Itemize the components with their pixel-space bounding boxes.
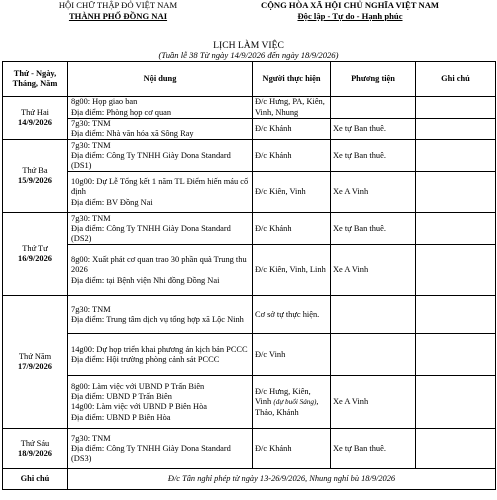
note-cell: [416, 140, 496, 172]
weekday-label: Thứ Tư: [22, 244, 48, 254]
content-line: 14g00: Làm việc với UBND P Biên Hòa: [71, 402, 208, 412]
person-cell: [253, 376, 331, 429]
content-cell: [68, 376, 253, 429]
content-line: 7g30: TNM: [71, 433, 111, 443]
content-line: Địa điểm: tại Bệnh viện Nhi đồng Đồng Nai: [71, 275, 220, 285]
content-cell: [68, 429, 253, 469]
person-cell: Đ/c Khánh: [253, 429, 331, 469]
footer-row: [3, 469, 496, 490]
table-row: [3, 213, 496, 245]
content-line: 7g30: TNM: [71, 213, 111, 223]
content-cell: [68, 296, 253, 334]
footer-note: Đ/c Tân nghỉ phép từ ngày 13-26/9/2026, Nhung nghỉ bù 18/9/2026: [68, 469, 496, 490]
col-vehicle-header: Phương tiện: [331, 62, 416, 97]
day-cell: [3, 140, 68, 213]
weekday-label: Thứ Hai: [20, 108, 50, 117]
content-line: 8g00: Xuất phát cơ quan trao 30 phần quà Trung thu 2026: [71, 255, 247, 275]
table-row: [3, 296, 496, 334]
vehicle-cell: [331, 334, 416, 376]
page-subtitle: (Tuần lễ 38 Từ ngày 14/9/2026 đến ngày 18/9/2026): [158, 50, 339, 60]
date-label: 17/9/2026: [18, 362, 52, 372]
content-line: 8g00: Làm việc với UBND P Trấn Biên: [71, 382, 205, 391]
content-cell: [68, 245, 253, 296]
national-motto: Độc lập - Tự do - Hạnh phúc: [297, 10, 403, 21]
table-header-row: [3, 62, 496, 97]
person-cell: Cơ sở tự thực hiện.: [253, 296, 331, 334]
national-header: [215, 0, 485, 21]
page-title: LỊCH LÀM VIỆC: [213, 40, 284, 51]
schedule-table: [2, 61, 496, 490]
vehicle-cell: Xe A Vinh: [331, 376, 416, 429]
weekday-label: Thứ Ba: [22, 166, 48, 176]
vehicle-cell: Xe tự Ban thuê.: [331, 140, 416, 172]
person-text: Đ/c Hưng, Kiên, Vinh: [255, 387, 311, 407]
content-line: Địa điểm: BV Đồng Nai: [71, 197, 153, 207]
person-cell: Đ/c Hưng, PA, Kiên, Vinh, Nhung: [253, 97, 331, 119]
date-label: 14/9/2026: [18, 118, 52, 128]
vehicle-cell: [331, 296, 416, 334]
col-note-header: Ghi chú: [416, 62, 496, 97]
content-cell: [68, 172, 253, 213]
content-cell: [68, 97, 253, 119]
table-row: [3, 119, 496, 140]
org-unit: THÀNH PHỐ ĐỒNG NAI: [68, 10, 168, 21]
note-cell: [416, 213, 496, 245]
day-cell: [3, 429, 68, 469]
vehicle-cell: [331, 97, 416, 119]
vehicle-cell: Xe tự Ban thuê.: [331, 213, 416, 245]
vehicle-cell: Xe tự Ban thuê.: [331, 119, 416, 140]
content-cell: [68, 213, 253, 245]
content-line: Địa điểm: Công Ty TNHH Giày Dona Standard (DS2): [71, 223, 231, 243]
date-label: 15/9/2026: [18, 176, 52, 186]
note-cell: [416, 376, 496, 429]
content-cell: [68, 334, 253, 376]
content-line: Địa điểm: Hội trường phòng cảnh sát PCCC: [71, 354, 220, 364]
content-line: 7g30: TNM: [71, 140, 111, 150]
content-line: 14g00: Dự họp triển khai phương án kịch bản PCCC: [71, 344, 248, 354]
table-row: [3, 429, 496, 469]
person-cell: Đ/c Kiên, Vinh, Linh: [253, 245, 331, 296]
content-line: Địa điểm: UBND P Trấn Biên: [71, 392, 172, 402]
org-name: HỘI CHỮ THẬP ĐỎ VIỆT NAM: [58, 0, 178, 10]
content-line: 7g30: TNM: [71, 304, 111, 314]
footer-label: Ghi chú: [3, 469, 68, 490]
content-line: 10g00: Dự Lễ Tổng kết 1 năm TL Điểm hiến máu cố định: [71, 177, 249, 197]
table-row: [3, 334, 496, 376]
content-line: Địa điểm: UBND P Biên Hòa: [71, 412, 171, 422]
content-line: Địa điểm: Công Ty TNHH Giày Dona Standard (DS3): [71, 443, 231, 463]
note-cell: [416, 429, 496, 469]
person-cell: Đ/c Khánh: [253, 213, 331, 245]
content-line: Địa điểm: Nhà văn hóa xã Sông Ray: [71, 129, 194, 139]
content-line: Địa điểm: Trung tâm dịch vụ tổng hợp xã Lộc Ninh: [71, 314, 244, 324]
note-cell: [416, 172, 496, 213]
person-cell: Đ/c Khánh: [253, 140, 331, 172]
table-row: [3, 245, 496, 296]
table-row: [3, 140, 496, 172]
note-cell: [416, 97, 496, 119]
date-label: 16/9/2026: [18, 254, 52, 264]
vehicle-cell: Xe A Vinh: [331, 245, 416, 296]
note-cell: [416, 245, 496, 296]
person-cell: Đ/c Khánh: [253, 119, 331, 140]
person-note: (dự buổi Sáng): [273, 398, 317, 407]
content-cell: [68, 119, 253, 140]
day-cell: [3, 97, 68, 140]
content-line: Địa điểm: Công Ty TNHH Giày Dona Standard (DS1): [71, 150, 231, 170]
note-cell: [416, 296, 496, 334]
col-content-header: Nội dung: [68, 62, 253, 97]
weekday-label: Thứ Sáu: [20, 438, 50, 448]
date-label: 18/9/2026: [18, 448, 52, 458]
table-row: [3, 97, 496, 119]
person-cell: Đ/c Kiên, Vinh: [253, 172, 331, 213]
day-cell: [3, 213, 68, 296]
vehicle-cell: Xe tự Ban thuê.: [331, 429, 416, 469]
content-line: Địa điểm: Phòng họp cơ quan: [71, 107, 172, 117]
col-person-header: Người thực hiện: [253, 62, 331, 97]
org-header: [28, 0, 208, 21]
weekday-label: Thứ Năm: [18, 352, 52, 362]
person-text: , Thảo, Khánh: [255, 397, 319, 417]
content-cell: [68, 140, 253, 172]
person-cell: Đ/c Vinh: [253, 334, 331, 376]
day-cell: [3, 296, 68, 429]
table-row: [3, 376, 496, 429]
content-line: 8g00: Họp giao ban: [71, 97, 138, 107]
table-row: [3, 172, 496, 213]
col-day-header: Thứ - Ngày, Tháng, Năm: [3, 62, 68, 97]
country-name: CỘNG HÒA XÃ HỘI CHỦ NGHĨA VIỆT NAM: [260, 0, 440, 10]
content-line: 7g30: TNM: [71, 119, 111, 128]
vehicle-cell: Xe A Vinh: [331, 172, 416, 213]
note-cell: [416, 334, 496, 376]
note-cell: [416, 119, 496, 140]
